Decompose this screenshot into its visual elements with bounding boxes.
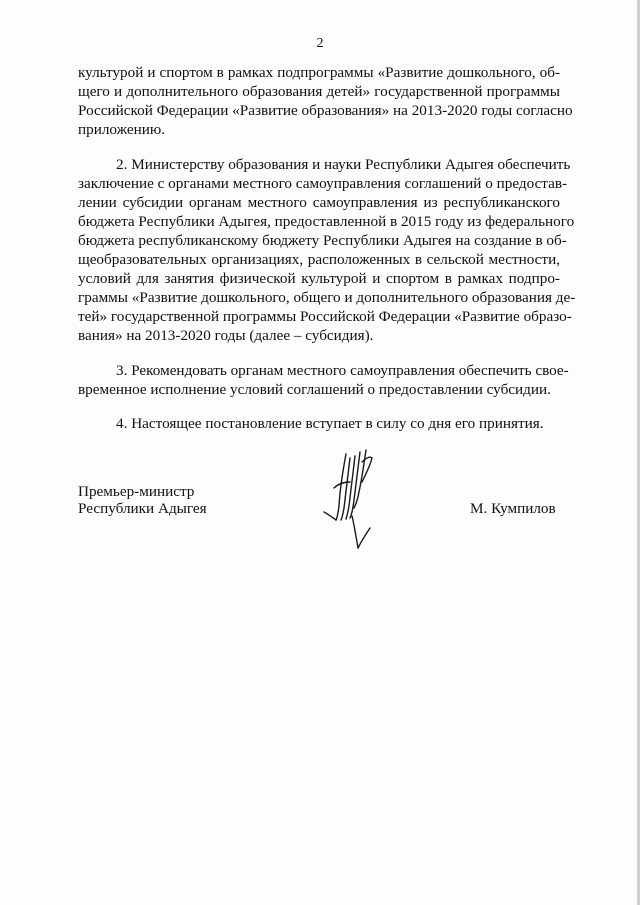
text-line: лении субсидии органам местного самоуправления из республиканского <box>78 194 560 211</box>
page-number: 2 <box>316 36 324 51</box>
text-line: временное исполнение условий соглашений о предоставлении субсидии. <box>78 381 551 398</box>
text-line: заключение с органами местного самоуправления соглашений о предостав- <box>78 175 568 192</box>
text-line: щеобразовательных организациях, расположенных в сельской местности, <box>78 251 560 268</box>
text-line: тей» государственной программы Российской Федерации «Развитие образо- <box>78 308 572 325</box>
handwritten-signature <box>322 448 384 550</box>
text-line: 3. Рекомендовать органам местного самоуправления обеспечить свое- <box>116 362 569 379</box>
text-line: приложению. <box>78 121 166 138</box>
text-line: вания» на 2013-2020 годы (далее – субсидия). <box>78 327 374 344</box>
text-line: щего и дополнительного образования детей» государственной программы <box>78 83 560 100</box>
text-line: условий для занятия физической культурой и спортом в рамках подпро- <box>78 270 560 287</box>
text-line: граммы «Развитие дошкольного, общего и дополнительного образования де- <box>78 289 576 306</box>
text-line: 2. Министерству образования и науки Республики Адыгея обеспечить <box>116 156 571 173</box>
text-line: культурой и спортом в рамках подпрограммы «Развитие дошкольного, об- <box>78 64 560 81</box>
signatory-title: Премьер-министр <box>78 483 195 500</box>
signatory-region: Республики Адыгея <box>78 500 207 517</box>
signatory-name: М. Кумпилов <box>470 500 556 517</box>
text-line: 4. Настоящее постановление вступает в силу со дня его принятия. <box>116 415 544 432</box>
text-line: Российской Федерации «Развитие образования» на 2013-2020 годы согласно <box>78 102 573 119</box>
text-line: бюджета Республики Адыгея, предоставленной в 2015 году из федерального <box>78 213 575 230</box>
text-line: бюджета республиканскому бюджету Республики Адыгея на создание в об- <box>78 232 567 249</box>
